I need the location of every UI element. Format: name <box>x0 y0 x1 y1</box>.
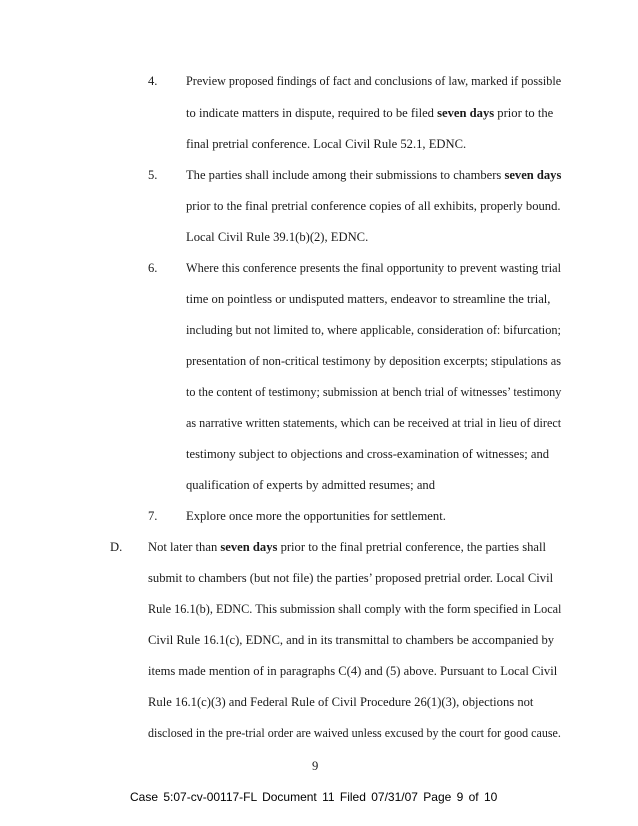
item-4-line-2: to indicate matters in dispute, required to be filed seven days prior to the <box>186 106 554 120</box>
section-d-line-4: Civil Rule 16.1(c), EDNC, and in its transmittal to chambers be accompanied by <box>148 633 555 647</box>
item-5-line-2: prior to the final pretrial conference copies of all exhibits, properly bound. <box>186 199 561 213</box>
item-5-line-3: Local Civil Rule 39.1(b)(2), EDNC. <box>186 230 369 244</box>
section-d-line-1: Not later than seven days prior to the final pretrial conference, the parties shall <box>148 540 546 554</box>
item-6-line-2: time on pointless or undisputed matters, endeavor to streamline the trial, <box>186 292 551 306</box>
item-6-number: 6. <box>148 261 158 275</box>
item-6-line-7: testimony subject to objections and cross-examination of witnesses; and <box>186 447 550 461</box>
item-4-number: 4. <box>148 74 158 88</box>
section-d-line-6: Rule 16.1(c)(3) and Federal Rule of Civil Procedure 26(1)(3), objections not <box>148 695 534 709</box>
item-6-line-1: Where this conference presents the final opportunity to prevent wasting trial <box>186 261 561 275</box>
item-6-line-8: qualification of experts by admitted resumes; and <box>186 478 436 492</box>
item-6-line-3: including but not limited to, where applicable, consideration of: bifurcation; <box>186 323 561 337</box>
item-6-line-4: presentation of non-critical testimony by deposition excerpts; stipulations as <box>186 354 562 368</box>
item-6-line-5: to the content of testimony; submission at bench trial of witnesses’ testimony <box>186 385 562 399</box>
case-footer: Case 5:07-cv-00117-FL Document 11 Filed 07/31/07 Page 9 of 10 <box>130 790 498 804</box>
section-d-line-7: disclosed in the pre-trial order are waived unless excused by the court for good cause. <box>148 726 561 740</box>
section-d-line-2: submit to chambers (but not file) the parties’ proposed pretrial order. Local Civil <box>148 571 554 585</box>
item-4-line-1: Preview proposed findings of fact and conclusions of law, marked if possible <box>186 74 562 88</box>
item-5-number: 5. <box>148 168 158 182</box>
item-5-line-1: The parties shall include among their submissions to chambers seven days <box>186 168 562 182</box>
item-4-line-3: final pretrial conference. Local Civil Rule 52.1, EDNC. <box>186 137 467 151</box>
item-7-number: 7. <box>148 509 158 523</box>
page-number: 9 <box>312 759 319 773</box>
section-d-letter: D. <box>110 540 123 554</box>
item-6-line-6: as narrative written statements, which can be received at trial in lieu of direct <box>186 416 562 430</box>
section-d-line-3: Rule 16.1(b), EDNC. This submission shall comply with the form specified in Local <box>148 602 562 616</box>
item-7-text: Explore once more the opportunities for settlement. <box>186 509 446 523</box>
section-d-line-5: items made mention of in paragraphs C(4) and (5) above. Pursuant to Local Civil <box>148 664 558 678</box>
